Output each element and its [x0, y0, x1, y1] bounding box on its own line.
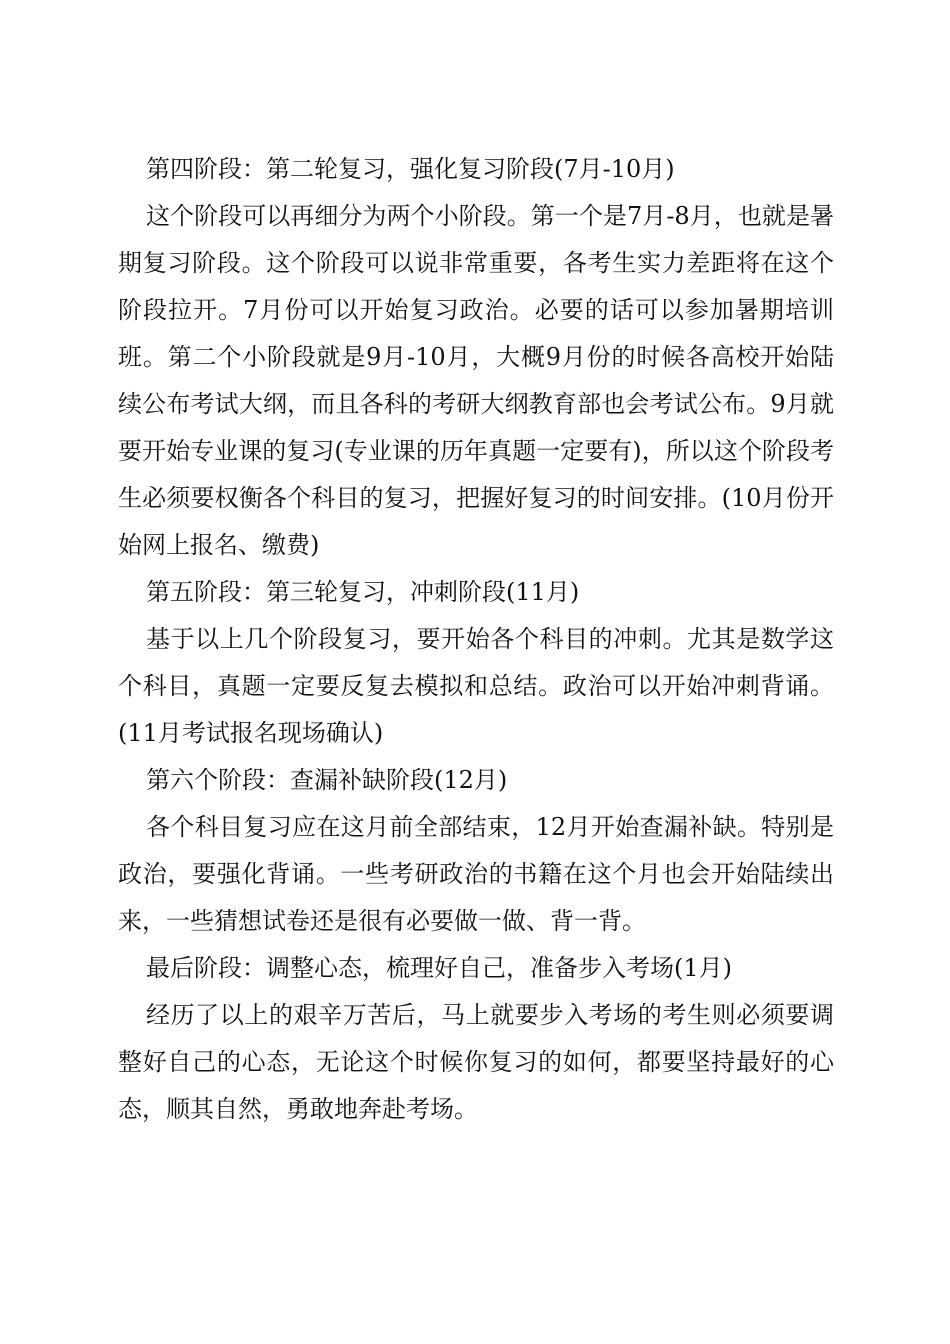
stage-four-heading: 第四阶段：第二轮复习，强化复习阶段(7月-10月): [146, 155, 675, 183]
document-body: [118, 146, 834, 1133]
stage-six-heading: 第六个阶段：查漏补缺阶段(12月): [146, 766, 508, 794]
stage-five-heading: 第五阶段：第三轮复习，冲刺阶段(11月): [146, 578, 580, 606]
stage-five-paragraph: 基于以上几个阶段复习，要开始各个科目的冲刺。尤其是数学这个科目，真题一定要反复去模拟和总结。政治可以开始冲刺背诵。(11月考试报名现场确认): [118, 625, 834, 747]
final-stage-heading: 最后阶段：调整心态，梳理好自己，准备步入考场(1月): [146, 954, 732, 982]
final-stage-paragraph: 经历了以上的艰辛万苦后，马上就要步入考场的考生则必须要调整好自己的心态，无论这个时候你复习的如何，都要坚持最好的心态，顺其自然，勇敢地奔赴考场。: [118, 1001, 834, 1123]
stage-six-paragraph: 各个科目复习应在这月前全部结束，12月开始查漏补缺。特别是政治，要强化背诵。一些考研政治的书籍在这个月也会开始陆续出来，一些猜想试卷还是很有必要做一做、背一背。: [118, 813, 834, 935]
stage-four-paragraph: 这个阶段可以再细分为两个小阶段。第一个是7月-8月，也就是暑期复习阶段。这个阶段可以说非常重要，各考生实力差距将在这个阶段拉开。7月份可以开始复习政治。必要的话可以参加暑期培训班。第二个小阶段就是9月-10月，大概9月份的时候各高校开始陆续公布考试大纲，而且各科的考研大纲教育部也会考试公布。9月就要开始专业课的复习(专业课的历年真题一定要有)，所以这个阶段考生必须要权衡各个科目的复习，把握好复习的时间安排。(10月份开始网上报名、缴费): [118, 202, 834, 559]
